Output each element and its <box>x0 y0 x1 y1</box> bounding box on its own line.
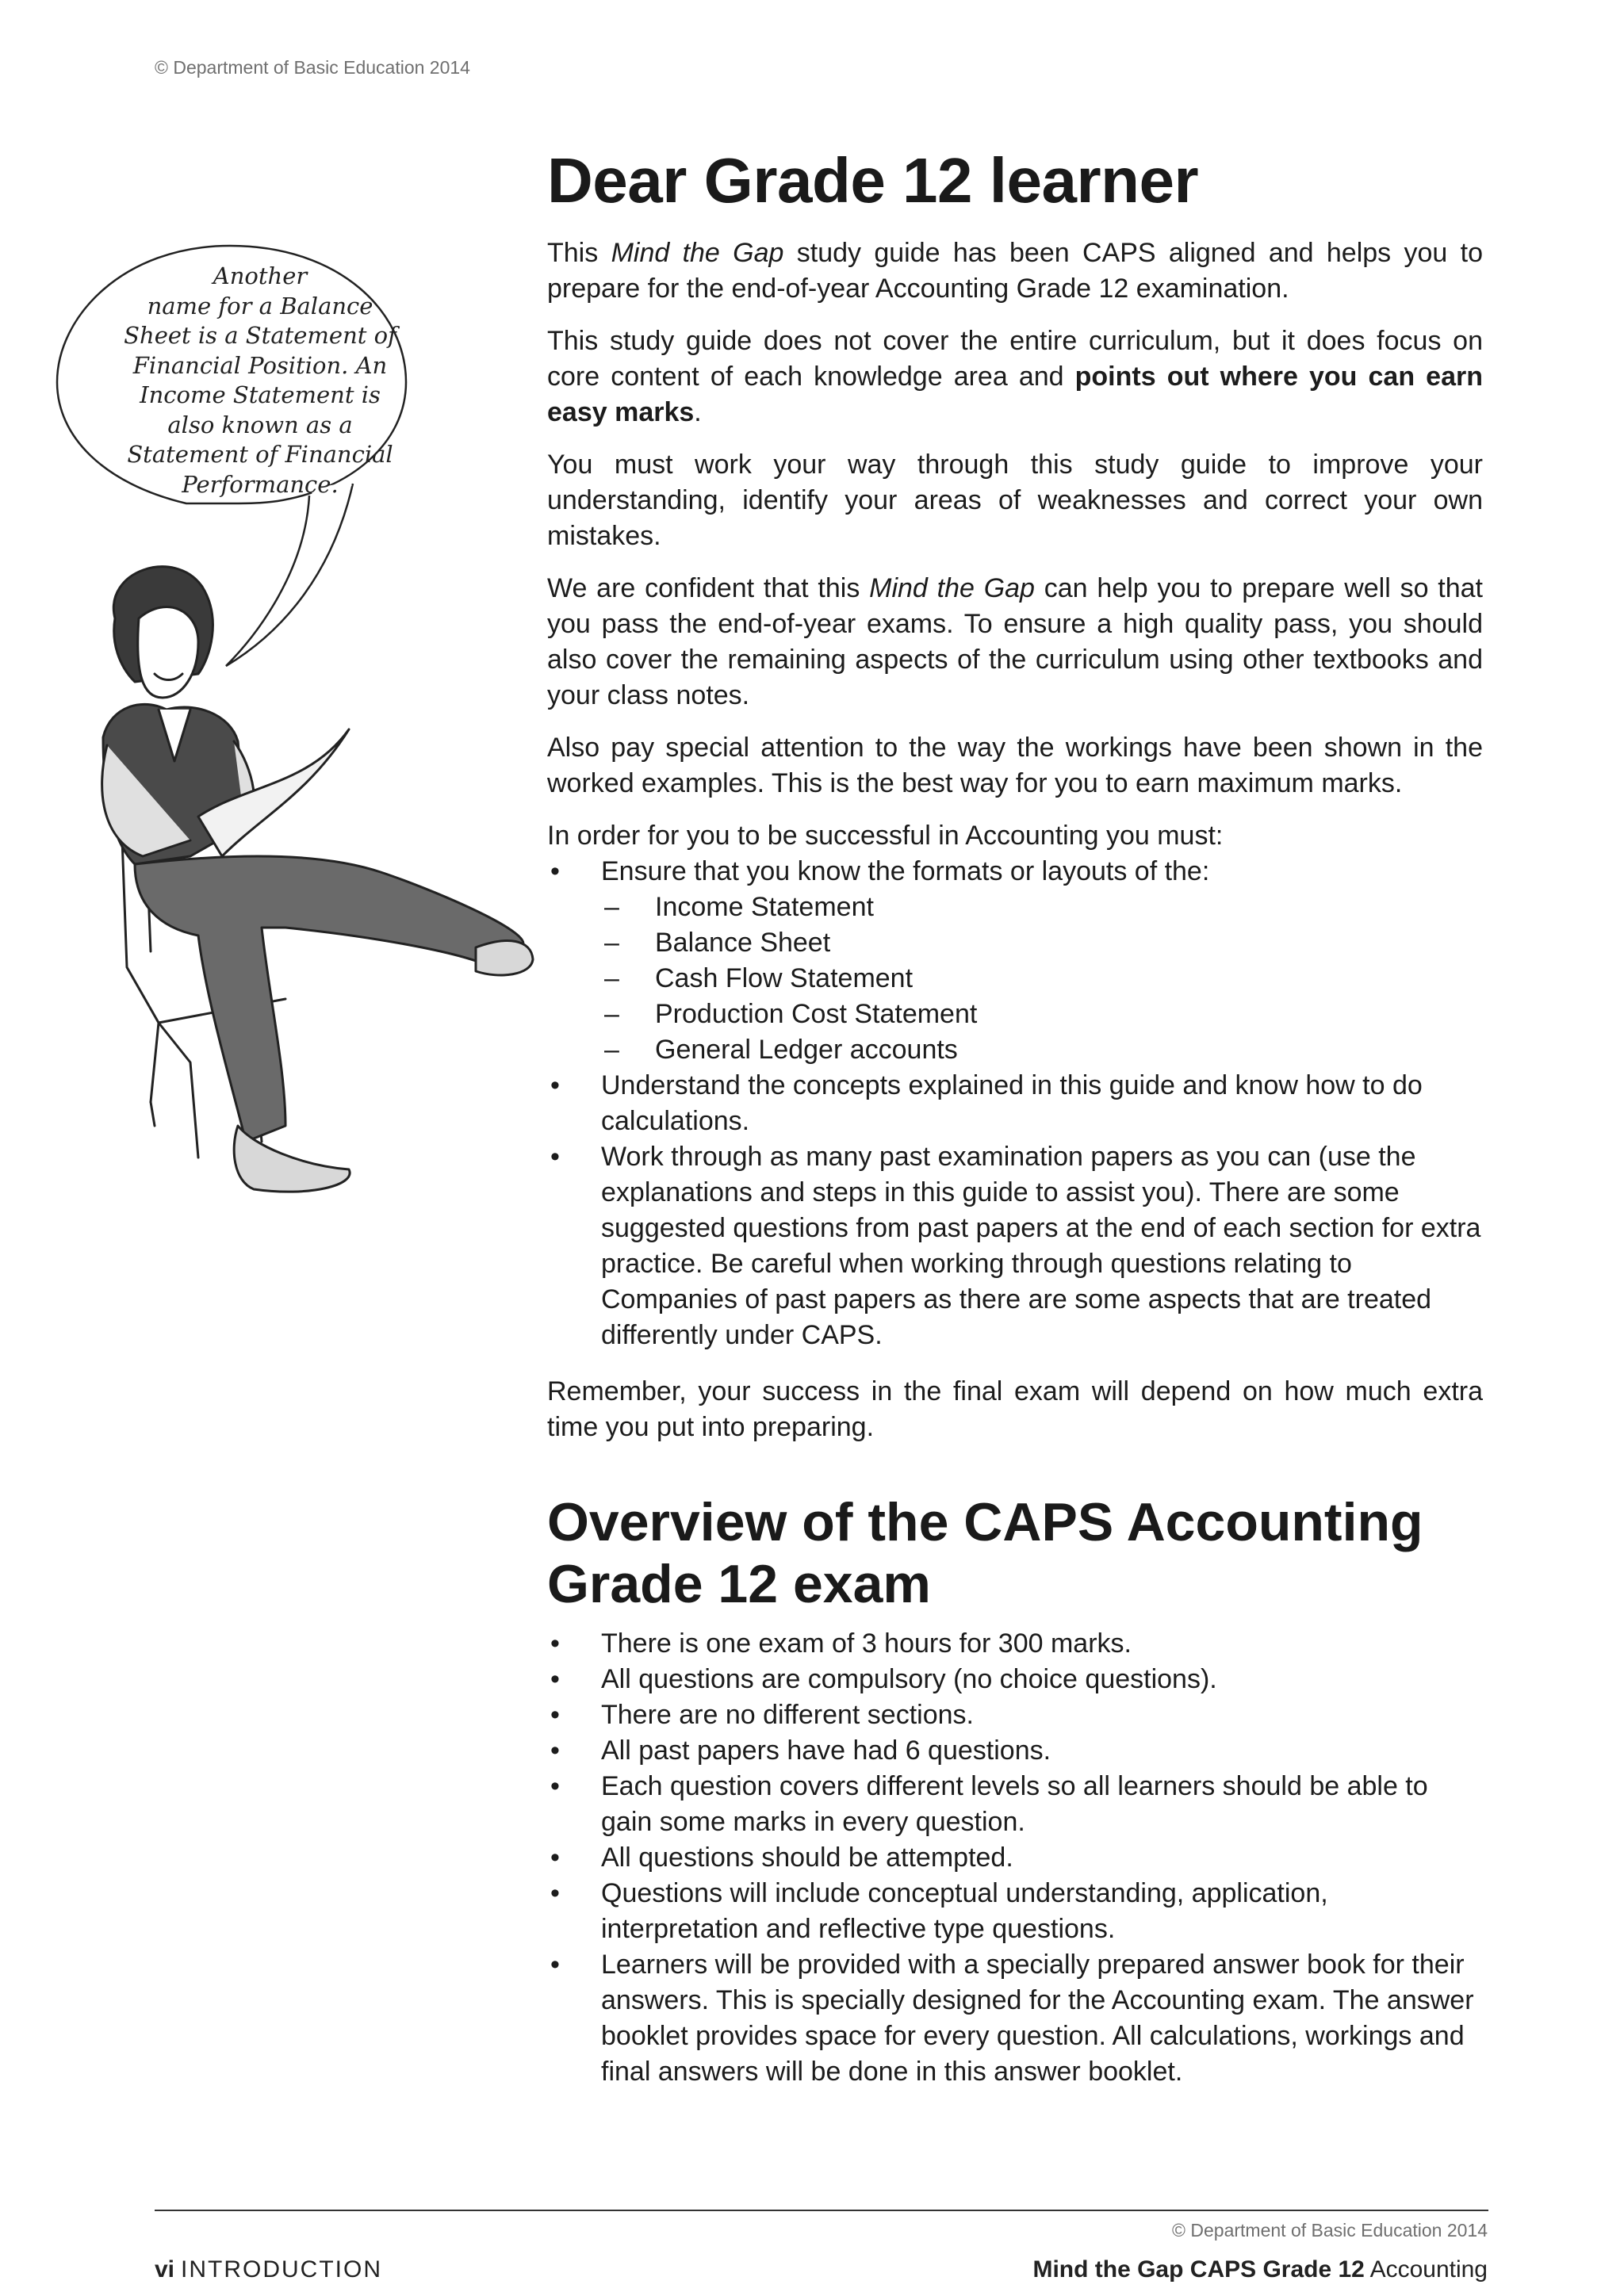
success-list <box>547 854 1483 1353</box>
intro-paragraph: We are confident that this Mind the Gap can help you to prepare well so that you pass the end-of-year exams. To ensure a high quality pass, you should also cover the remaining aspects of the curriculum using other textbooks and your class notes. <box>547 573 1484 710</box>
bubble-line: Statement of Financial <box>127 441 393 468</box>
list-item: – General Ledger accounts <box>601 1032 1483 1068</box>
bubble-line: Another <box>213 262 308 289</box>
intro-paragraph: This study guide does not cover the entire curriculum, but it does focus on core content of each knowledge area and points out where you can earn easy marks. <box>547 326 1483 427</box>
section-name: INTRODUCTION <box>181 2256 383 2283</box>
footer-divider <box>155 2210 1488 2211</box>
list-item: • There is one exam of 3 hours for 300 marks. <box>547 1626 1483 1662</box>
bubble-line: Financial Position. An <box>132 351 388 379</box>
list-item: • Understand the concepts explained in this guide and know how to do calculations. <box>547 1068 1483 1139</box>
list-item: – Income Statement <box>601 890 1483 925</box>
list-item: – Cash Flow Statement <box>601 961 1483 997</box>
list-item: • There are no different sections. <box>547 1697 1483 1733</box>
bubble-line: Sheet is a Statement of <box>124 322 396 349</box>
intro-paragraph: This Mind the Gap study guide has been CAPS aligned and helps you to prepare for the end-of-year Accounting Grade 12 examination. <box>547 238 1483 304</box>
intro-paragraph: In order for you to be successful in Accounting you must: <box>547 821 1224 851</box>
page-number: vi <box>155 2256 175 2283</box>
main-content <box>547 143 1483 2090</box>
speech-bubble-text <box>94 262 427 499</box>
bubble-line: also known as a <box>167 411 353 438</box>
list-item: – Production Cost Statement <box>601 997 1483 1032</box>
bubble-line: Performance. <box>182 470 339 498</box>
intro-paragraph: Remember, your success in the final exam will depend on how much extra time you put into preparing. <box>547 1376 1483 1442</box>
list-item: • All questions should be attempted. <box>547 1840 1483 1876</box>
section-title: Overview of the CAPS Accounting Grade 12 exam <box>547 1492 1423 1614</box>
list-item: • All questions are compulsory (no choice questions). <box>547 1662 1483 1697</box>
footer-book-title: Mind the Gap CAPS Grade 12 Accounting <box>1032 2256 1488 2283</box>
learner-illustration <box>48 555 539 1253</box>
formats-list <box>601 890 1483 1068</box>
list-item: • Work through as many past examination papers as you can (use the explanations and steps in this guide to assist you). There are some suggested questions from past papers at the end of each section for extra practice. Be careful when working through questions relating to Companies of past papers as there are some aspects that are treated differently under CAPS. <box>547 1139 1483 1353</box>
list-item: • Questions will include conceptual understanding, application, interpretation and reflective type questions. <box>547 1876 1483 1947</box>
intro-paragraph: You must work your way through this study guide to improve your understanding, identify your areas of weaknesses and correct your own mistakes. <box>547 450 1483 551</box>
overview-list <box>547 1626 1483 2090</box>
footer-section <box>155 2256 382 2283</box>
footer-copyright: © Department of Basic Education 2014 <box>1172 2220 1488 2241</box>
list-item: – Balance Sheet <box>601 925 1483 961</box>
bubble-line: Income Statement is <box>140 381 381 408</box>
header-copyright: © Department of Basic Education 2014 <box>155 57 470 78</box>
list-item: • Each question covers different levels so all learners should be able to gain some marks in every question. <box>547 1769 1483 1840</box>
bubble-line: name for a Balance <box>147 292 373 320</box>
list-item: • All past papers have had 6 questions. <box>547 1733 1483 1769</box>
list-item: • Learners will be provided with a specially prepared answer book for their answers. This is specially designed for the Accounting exam. The answer booklet provides space for every question. All calculations, workings and final answers will be done in this answer booklet. <box>547 1947 1483 2090</box>
list-item: • Ensure that you know the formats or layouts of the: – Income Statement – Balance Sheet – Cash Flow Statement – Production Cost Statement – General Ledger accounts <box>547 854 1483 1068</box>
page-title: Dear Grade 12 learner <box>547 145 1199 216</box>
intro-paragraph: Also pay special attention to the way the workings have been shown in the worked examples. This is the best way for you to earn maximum marks. <box>547 733 1483 798</box>
